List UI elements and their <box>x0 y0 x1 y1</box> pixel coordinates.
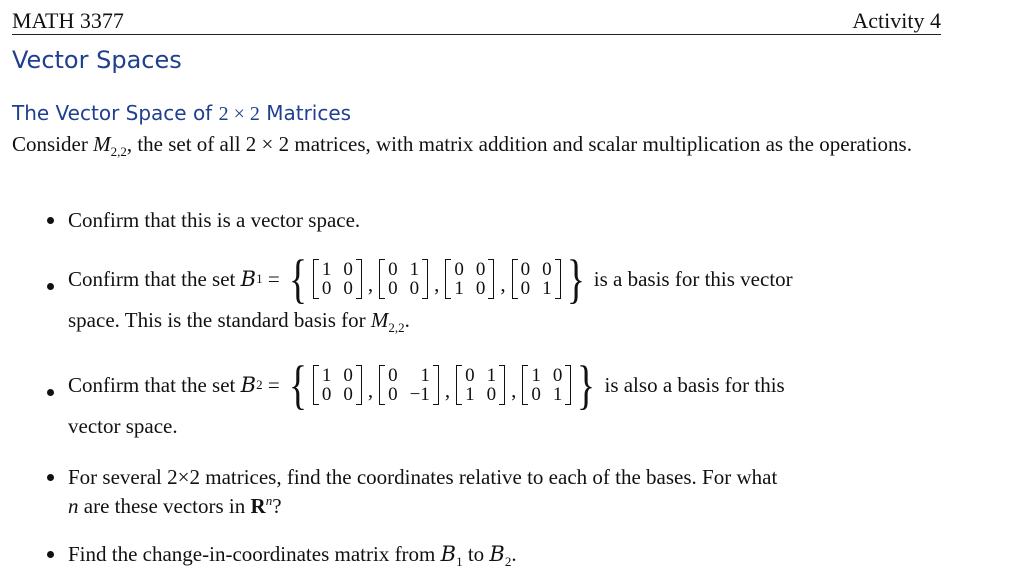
bullet-item: For several 2×2 matrices, find the coordinates relative to each of the bases. For what n are these vectors in $R^n$? <box>68 463 944 521</box>
right-bracket <box>356 365 362 405</box>
matrix-entry: 1 <box>465 384 475 405</box>
matrix-entry: 0 <box>520 259 531 280</box>
basis-b1-matrices <box>311 259 563 299</box>
matrix-entries <box>451 259 488 299</box>
matrix-entry: 1 <box>321 259 332 280</box>
course-code: MATH 3377 <box>12 8 124 33</box>
bullet-item: Find the change-in-coordinates matrix from $B_1$ to $B_2$. <box>68 540 944 569</box>
matrix <box>445 259 494 299</box>
matrix-entry: 0 <box>531 384 541 405</box>
bullet-dot <box>47 389 54 396</box>
bullet-dot <box>47 551 54 558</box>
basis-b1-line2: space. This is the standard basis for $M_{2,2}$. <box>68 308 410 336</box>
matrix-entry: 1 <box>486 365 497 386</box>
matrix <box>512 259 561 299</box>
matrix-entry: 0 <box>542 259 552 280</box>
intro-paragraph: Consider $M_{2,2}$, the set of all 2 × 2 matrices, with matrix addition and scalar multiplication as the operations. <box>12 132 912 160</box>
matrix-entry: 1 <box>420 365 430 386</box>
right-bracket <box>565 365 571 405</box>
matrix-entry: 0 <box>552 365 563 386</box>
matrix-entries <box>462 365 499 405</box>
matrix <box>522 365 571 405</box>
matrix-entry: 1 <box>531 365 541 386</box>
matrix-entry: 1 <box>321 365 332 386</box>
matrix-entry: 0 <box>343 384 353 405</box>
matrix-entry: 0 <box>343 278 353 299</box>
subsection-title: The Vector Space of 2 × 2 Matrices <box>12 101 352 125</box>
left-brace: { <box>288 249 307 309</box>
left-brace: { <box>288 355 307 415</box>
bullet-dot <box>47 217 54 224</box>
basis-b2-line: Confirm that the set B 2 = { 1 0 0 0 , 0 1 0 −1 , 0 1 1 0 , 1 0 0 1 } is also a basis for this <box>68 355 785 415</box>
matrix <box>379 259 428 299</box>
matrix-entry: 0 <box>343 365 353 386</box>
right-bracket <box>356 259 362 299</box>
matrix-entry: 0 <box>388 384 398 405</box>
right-bracket <box>488 259 494 299</box>
section-title: Vector Spaces <box>12 46 182 74</box>
matrix-entries <box>319 365 356 405</box>
matrix-entry: 0 <box>465 365 475 386</box>
matrix-entry: 0 <box>321 384 332 405</box>
matrix-separator: , <box>511 378 517 402</box>
matrix-entry: 0 <box>486 384 497 405</box>
matrix-separator: , <box>444 378 451 402</box>
right-bracket <box>555 259 561 299</box>
matrix <box>313 365 362 405</box>
right-bracket <box>422 259 428 299</box>
matrix-entry: 0 <box>475 259 486 280</box>
matrix-entry: 0 <box>454 259 464 280</box>
activity-label: Activity 4 <box>852 8 941 33</box>
matrix-entry: 1 <box>552 384 563 405</box>
right-bracket <box>433 365 439 405</box>
bullet-dot <box>47 283 54 290</box>
matrix-separator: , <box>500 272 506 296</box>
matrix-entry: 0 <box>475 278 486 299</box>
matrix-entry: 0 <box>388 365 398 386</box>
right-bracket <box>499 365 505 405</box>
basis-b1-line: Confirm that the set B 1 = { 1 0 0 0 , 0 1 0 0 , 0 0 1 0 , 0 0 0 1 } is a basis for this vector <box>68 249 793 309</box>
matrix-entries <box>385 259 422 299</box>
bullet-item <box>68 355 944 441</box>
right-brace: } <box>566 249 585 309</box>
basis-b2-line2: vector space. <box>68 414 178 438</box>
matrix-entry: −1 <box>409 384 430 405</box>
matrix <box>313 259 362 299</box>
matrix-entry: 1 <box>409 259 420 280</box>
matrix-entry: 0 <box>321 278 332 299</box>
matrix-entry: 0 <box>409 278 420 299</box>
matrix-entry: 0 <box>388 278 398 299</box>
matrix-entry: 0 <box>343 259 353 280</box>
matrix-separator: , <box>367 272 374 296</box>
bullet-dot <box>47 474 54 481</box>
matrix-entries <box>528 365 565 405</box>
matrix-entries <box>319 259 356 299</box>
matrix-entry: 1 <box>454 278 464 299</box>
bullet-item: Confirm that this is a vector space. <box>68 206 944 235</box>
page-header <box>12 6 941 35</box>
matrix-separator: , <box>367 378 374 402</box>
matrix-entry: 0 <box>388 259 398 280</box>
bullet-item <box>68 249 944 336</box>
basis-b2-matrices <box>311 365 573 405</box>
right-brace: } <box>577 355 596 415</box>
matrix <box>379 365 439 405</box>
matrix <box>456 365 505 405</box>
matrix-entries <box>385 365 433 405</box>
matrix-entries <box>518 259 555 299</box>
matrix-entry: 0 <box>520 278 531 299</box>
matrix-separator: , <box>434 272 440 296</box>
matrix-entry: 1 <box>542 278 552 299</box>
